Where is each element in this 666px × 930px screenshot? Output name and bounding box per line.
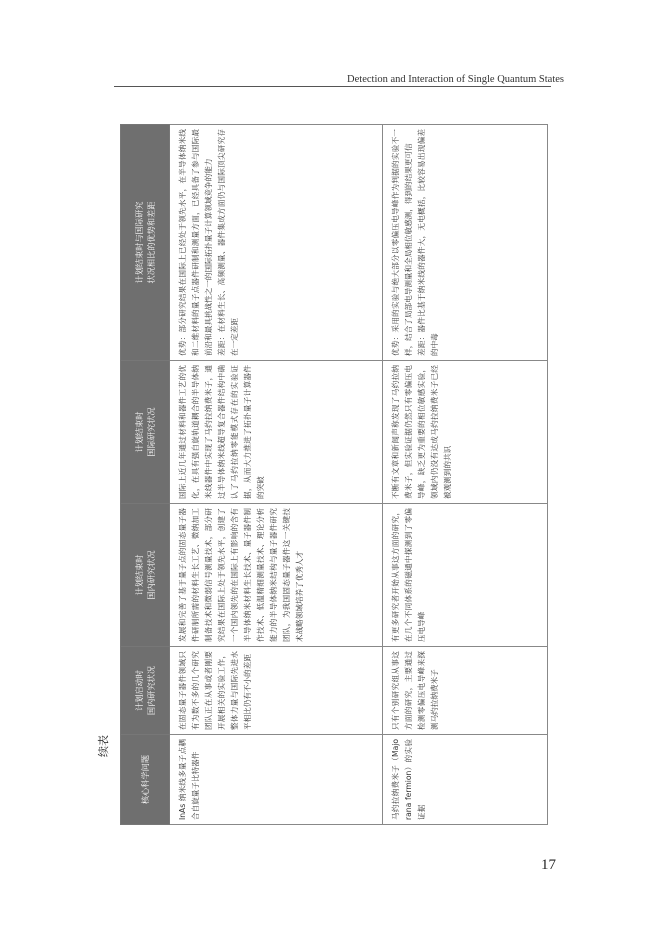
header-domestic-start: 计划启动时 国内研究状况 bbox=[121, 647, 170, 735]
table-cell: 只有个别研究组从事这方面的研究，主要通过检测零偏压电导峰来探测马约拉纳费米子 bbox=[383, 647, 548, 735]
table-cell: 马约拉纳费米子（Majorana fermion）的实验证据 bbox=[383, 735, 548, 825]
header-domestic-end: 计划结束时 国内研究状况 bbox=[121, 504, 170, 647]
table-cell: 在固态量子器件领域只有为数不多的几个研究团队正在从事或者刚要开展相关的实验工作，整体力量与国际先进水平相比仍有不小的差距 bbox=[170, 647, 383, 735]
table-cell: 优势：采用的实验与绝大部分以零偏压电导峰作为判据的实验不一样，结合了局部电导测量和全局相位敏感测，得到的结果更可信 差距：器件比基于纳米线的器件大，无电概括，比较容易出现偏差的中毒 bbox=[383, 125, 548, 361]
header-core-question: 核心科学问题 bbox=[121, 735, 170, 825]
page-number: 17 bbox=[541, 857, 556, 873]
table-header-row bbox=[121, 125, 170, 825]
table-cell: 有更多研究者开始从事这方面的研究，在几个不同体系的磁通中探测到了零偏压电导峰 bbox=[383, 504, 548, 647]
table-row bbox=[170, 125, 383, 825]
table-cell: 优势：部分研究结果在国际上已经处于领先水平，在半导体纳米线和二维材料的量子点器件研制和测量方面，已经具备了参与国际最前沿和最具挑战性之一的国际拓扑量子计算领域竞争的能力 差距：在材料生长、高频测量、器件集成方面仍与国际顶尖研究存在一定差距 bbox=[170, 125, 383, 361]
table-cell: 国际上近几年通过材料和器件工艺的优化，在具有强自旋轨道耦合的半导体纳米线器件中实现了马约拉纳费米子，通过半导体纳米线超导复合器件结构中确认了马约拉纳零能模式存在的实验证据，从而大力推进了拓扑量子计算器件的突破 bbox=[170, 361, 383, 504]
header-rule bbox=[114, 86, 551, 87]
rotated-table-container bbox=[120, 125, 538, 825]
running-head: Detection and Interaction of Single Quantum States bbox=[347, 74, 564, 85]
continued-label: 续表 bbox=[97, 735, 110, 757]
research-status-table bbox=[120, 124, 548, 825]
table-row bbox=[383, 125, 548, 825]
table-cell: 发展和完善了基于量子点的固态量子器件研制所需的材料生长工艺、微纳加工制备技术和微弱信号测量技术，部分研究结果在国际上处于领先水平，创建了一个国内领先的在国际上有影响的含有半导体纳米材料生长技术、量子器件制作技术、低温精细测量技术、理论分析能力的半导体纳米结构与量子器件研究团队，为我国固态量子器件这一关键技术战略领域培养了优秀人才 bbox=[170, 504, 383, 647]
table-cell: 不断有文章和新闻声称发现了马约拉纳费米子，但实验证据仍然只有零偏压电导峰，缺乏更为重要的相位敏感实验，领域内仍没有达成马约拉纳费米子已经被观测到的共识 bbox=[383, 361, 548, 504]
header-international-end: 计划结束时 国际研究状况 bbox=[121, 361, 170, 504]
table-cell: InAs 纳米线多量子点耦合自旋量子比特器件 bbox=[170, 735, 383, 825]
header-advantages-gaps: 计划结束时与国际研究 状况相比的优势和差距 bbox=[121, 125, 170, 361]
